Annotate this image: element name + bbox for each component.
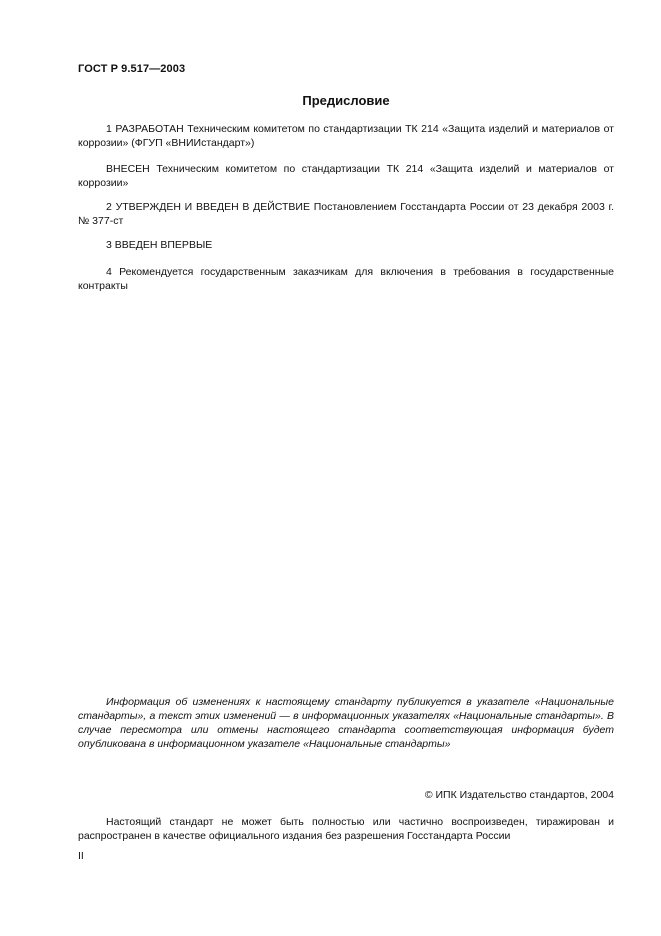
page-title: Предисловие bbox=[302, 93, 390, 108]
copyright-line: © ИПК Издательство стандартов, 2004 bbox=[424, 789, 614, 801]
changes-info-notice: Информация об изменениях к настоящему стандарту публикуется в указателе «Национальные стандарты», а текст этих изменений — в информационных указателях «Национальные стандарты». В случае пересмотра или отмены настоящего стандарта соответствующая информация будет опубликована в информационном указателе «Национальные стандарты» bbox=[78, 696, 614, 750]
paragraph-approved: 2 УТВЕРЖДЕН И ВВЕДЕН В ДЕЙСТВИЕ Постановлением Госстандарта России от 23 декабря 2003 г. № 377-ст bbox=[78, 201, 614, 227]
standard-code-header: ГОСТ Р 9.517—2003 bbox=[78, 63, 186, 75]
legal-notice: Настоящий стандарт не может быть полностью или частично воспроизведен, тиражирован и распространен в качестве официального издания без разрешения Госстандарта России bbox=[78, 816, 614, 842]
paragraph-developed-by: 1 РАЗРАБОТАН Техническим комитетом по стандартизации ТК 214 «Защита изделий и материалов от коррозии» (ФГУП «ВНИИстандарт») bbox=[78, 123, 614, 149]
paragraph-introduced-by: ВНЕСЕН Техническим комитетом по стандартизации ТК 214 «Защита изделий и материалов от коррозии» bbox=[78, 163, 614, 189]
paragraph-first-introduced: 3 ВВЕДЕН ВПЕРВЫЕ bbox=[106, 239, 213, 251]
page-number: II bbox=[78, 850, 84, 862]
paragraph-recommendation: 4 Рекомендуется государственным заказчикам для включения в требования в государственные контракты bbox=[78, 266, 614, 292]
